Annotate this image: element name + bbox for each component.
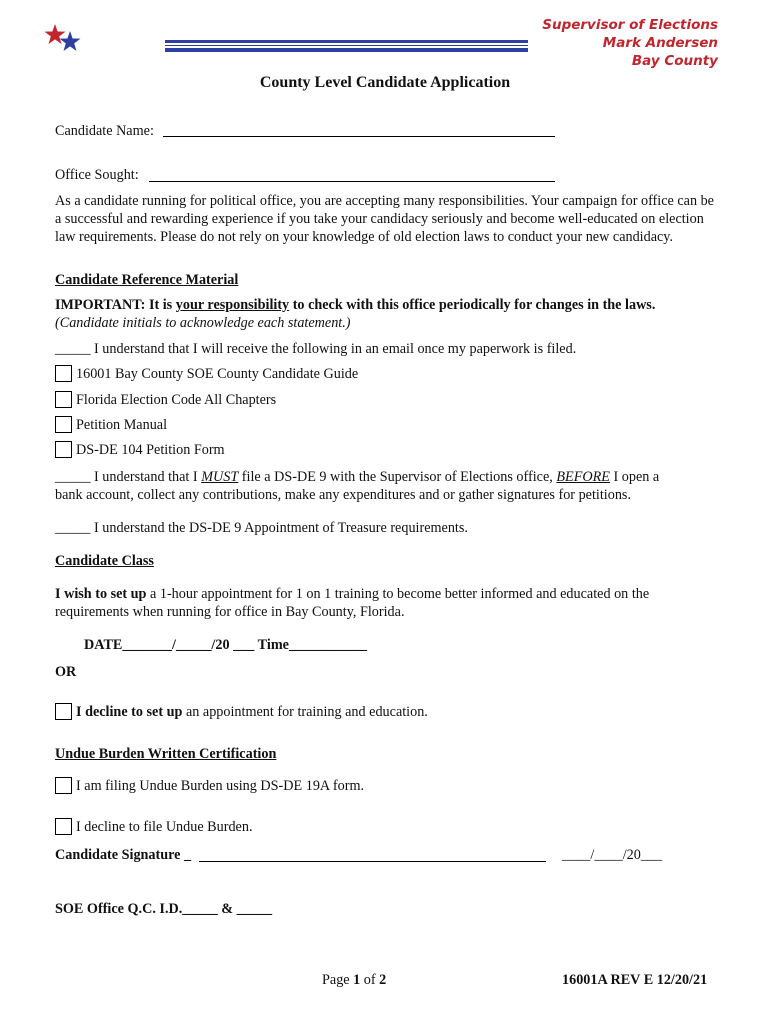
ack2-c: I open a [609, 469, 660, 485]
checkbox-decline-appointment[interactable] [55, 703, 72, 720]
undue-decline-text: I decline to file Undue Burden. [76, 819, 253, 835]
wish-bold: I wish to set up [55, 586, 147, 602]
header-rule-thick [165, 48, 528, 52]
signature-date[interactable]: ____/____/20___ [562, 847, 663, 863]
ack2-must: MUST [201, 469, 239, 485]
ack2-b: file a DS-DE 9 with the Supervisor of Elections office, [238, 469, 557, 485]
checkbox-undue-filing[interactable] [55, 777, 72, 794]
candidate-name-label: Candidate Name: [55, 123, 154, 139]
decline-appointment-text [76, 703, 428, 721]
checkbox-undue-decline[interactable] [55, 818, 72, 835]
header-rule [165, 40, 528, 43]
page-title: County Level Candidate Application [259, 74, 511, 91]
class-heading: Candidate Class [55, 553, 154, 569]
wish-rest: a 1-hour appointment for 1 on 1 training to become better informed and educated on the [146, 586, 650, 602]
form-code: 16001A REV E 12/20/21 [562, 972, 708, 988]
item-petition-manual: Petition Manual [76, 417, 168, 433]
page-prefix: Page [322, 972, 354, 988]
page-number [322, 971, 386, 989]
supervisor-name: Mark Andersen [602, 35, 718, 51]
important-notice [55, 296, 655, 314]
important-prefix: IMPORTANT: It is [55, 297, 176, 313]
candidate-name-field[interactable] [163, 136, 555, 137]
checkbox-guide[interactable] [55, 365, 72, 382]
or-label: OR [55, 664, 77, 680]
wish-line1 [55, 585, 649, 603]
stars-logo [44, 22, 84, 56]
checkbox-petition-form[interactable] [55, 441, 72, 458]
important-suffix: to check with this office periodically for changes in the laws. [289, 297, 656, 313]
office-sought-label: Office Sought: [55, 167, 139, 183]
undue-heading: Undue Burden Written Certification [55, 746, 277, 762]
item-guide: 16001 Bay County SOE County Candidate Guide [76, 366, 359, 382]
page-total: 2 [379, 972, 387, 988]
initials-note: (Candidate initials to acknowledge each statement.) [55, 315, 351, 331]
ack-dsde9-line1 [55, 468, 659, 486]
soe-qc-line: SOE Office Q.C. I.D._____ & _____ [55, 901, 273, 917]
page-mid: of [360, 972, 380, 988]
signature-label: Candidate Signature _ [55, 847, 192, 863]
wish-line2: requirements when running for office in Bay County, Florida. [55, 604, 405, 620]
item-petition-form: DS-DE 104 Petition Form [76, 442, 225, 458]
signature-field[interactable] [199, 861, 546, 862]
undue-filing-text: I am filing Undue Burden using DS-DE 19A form. [76, 778, 365, 794]
ack-dsde9-line2: bank account, collect any contributions, make any expenditures and or gather signatures for petitions. [55, 487, 631, 503]
supervisor-title: Supervisor of Elections [542, 17, 718, 33]
decline-bold: I decline to set up [76, 704, 183, 720]
intro-paragraph: As a candidate running for political office, you are accepting many responsibilities. Your campaign for office can be a successful and rewarding experience if you take your candidacy seriously and become well-educated on election law requirements. Please do not rely on your knowledge of old election laws to conduct your new candidacy. [55, 193, 714, 245]
ack-treasurer-line: _____ I understand the DS-DE 9 Appointment of Treasure requirements. [55, 520, 468, 536]
page-current: 1 [353, 972, 361, 988]
ack2-a: _____ I understand that I [55, 469, 202, 485]
header-rule-thin [165, 45, 528, 46]
checkbox-petition-manual[interactable] [55, 416, 72, 433]
reference-heading: Candidate Reference Material [55, 272, 239, 288]
office-sought-field[interactable] [149, 181, 555, 182]
ack-email-line: _____ I understand that I will receive the following in an email once my paperwork is filed. [55, 341, 577, 357]
appointment-date-time[interactable]: DATE_______/_____/20 ___ Time___________ [84, 637, 367, 653]
important-underlined: your responsibility [175, 297, 290, 313]
decline-rest: an appointment for training and education. [182, 704, 428, 720]
county-name: Bay County [631, 53, 718, 69]
item-election-code: Florida Election Code All Chapters [76, 392, 277, 408]
checkbox-election-code[interactable] [55, 391, 72, 408]
ack2-before: BEFORE [556, 469, 610, 485]
